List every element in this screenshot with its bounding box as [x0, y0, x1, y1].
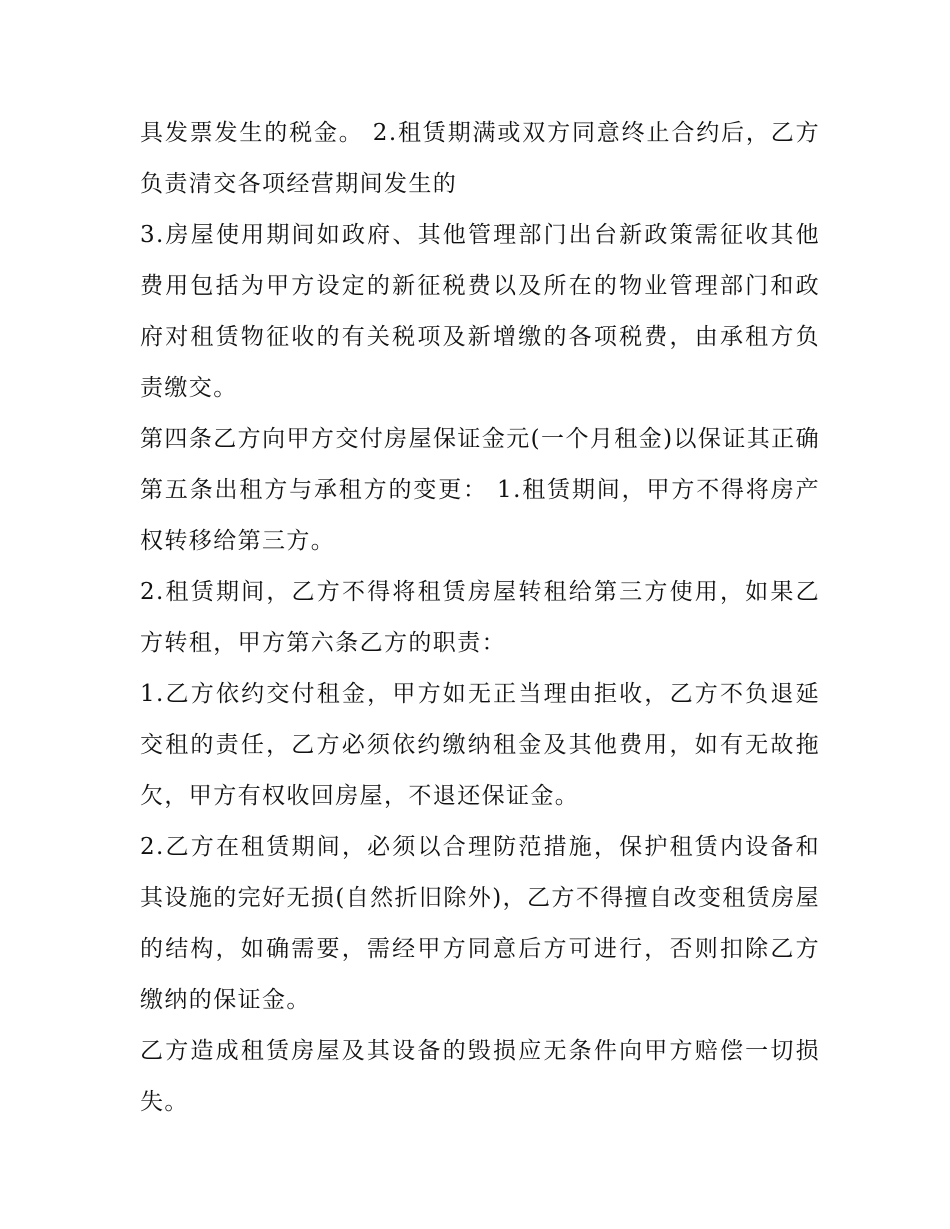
paragraph-rent-payment: 1.乙方依约交付租金，甲方如无正当理由拒收，乙方不负退延交租的责任，乙方必须依约缴纳租金及其他费用，如有无故拖欠，甲方有权收回房屋，不退还保证金。 — [140, 681, 820, 809]
paragraph-deposit-and-changes: 第四条乙方向甲方交付房屋保证金元(一个月租金)以保证其正确第五条出租方与承租方的变更： 1.租赁期间，甲方不得将房产权转移给第三方。 — [140, 426, 820, 554]
document-body — [140, 108, 820, 1128]
paragraph-damage-compensation: 乙方造成租赁房屋及其设备的毁损应无条件向甲方赔偿一切损失。 — [140, 1038, 820, 1115]
paragraph-sublease: 2.租赁期间，乙方不得将租赁房屋转租给第三方使用，如果乙方转租，甲方第六条乙方的职责： — [140, 579, 820, 656]
paragraph-tax-and-termination: 具发票发生的税金。 2.租赁期满或双方同意终止合约后，乙方负责清交各项经营期间发生的 — [140, 120, 820, 197]
paragraph-maintenance: 2.乙方在租赁期间，必须以合理防范措施，保护租赁内设备和其设施的完好无损(自然折旧除外)，乙方不得擅自改变租赁房屋的结构，如确需要，需经甲方同意后方可进行，否则扣除乙方缴纳的保证金。 — [140, 834, 820, 1013]
paragraph-new-fees: 3.房屋使用期间如政府、其他管理部门出台新政策需征收其他费用包括为甲方设定的新征税费以及所在的物业管理部门和政府对租赁物征收的有关税项及新增缴的各项税费，由承租方负责缴交。 — [140, 222, 820, 401]
